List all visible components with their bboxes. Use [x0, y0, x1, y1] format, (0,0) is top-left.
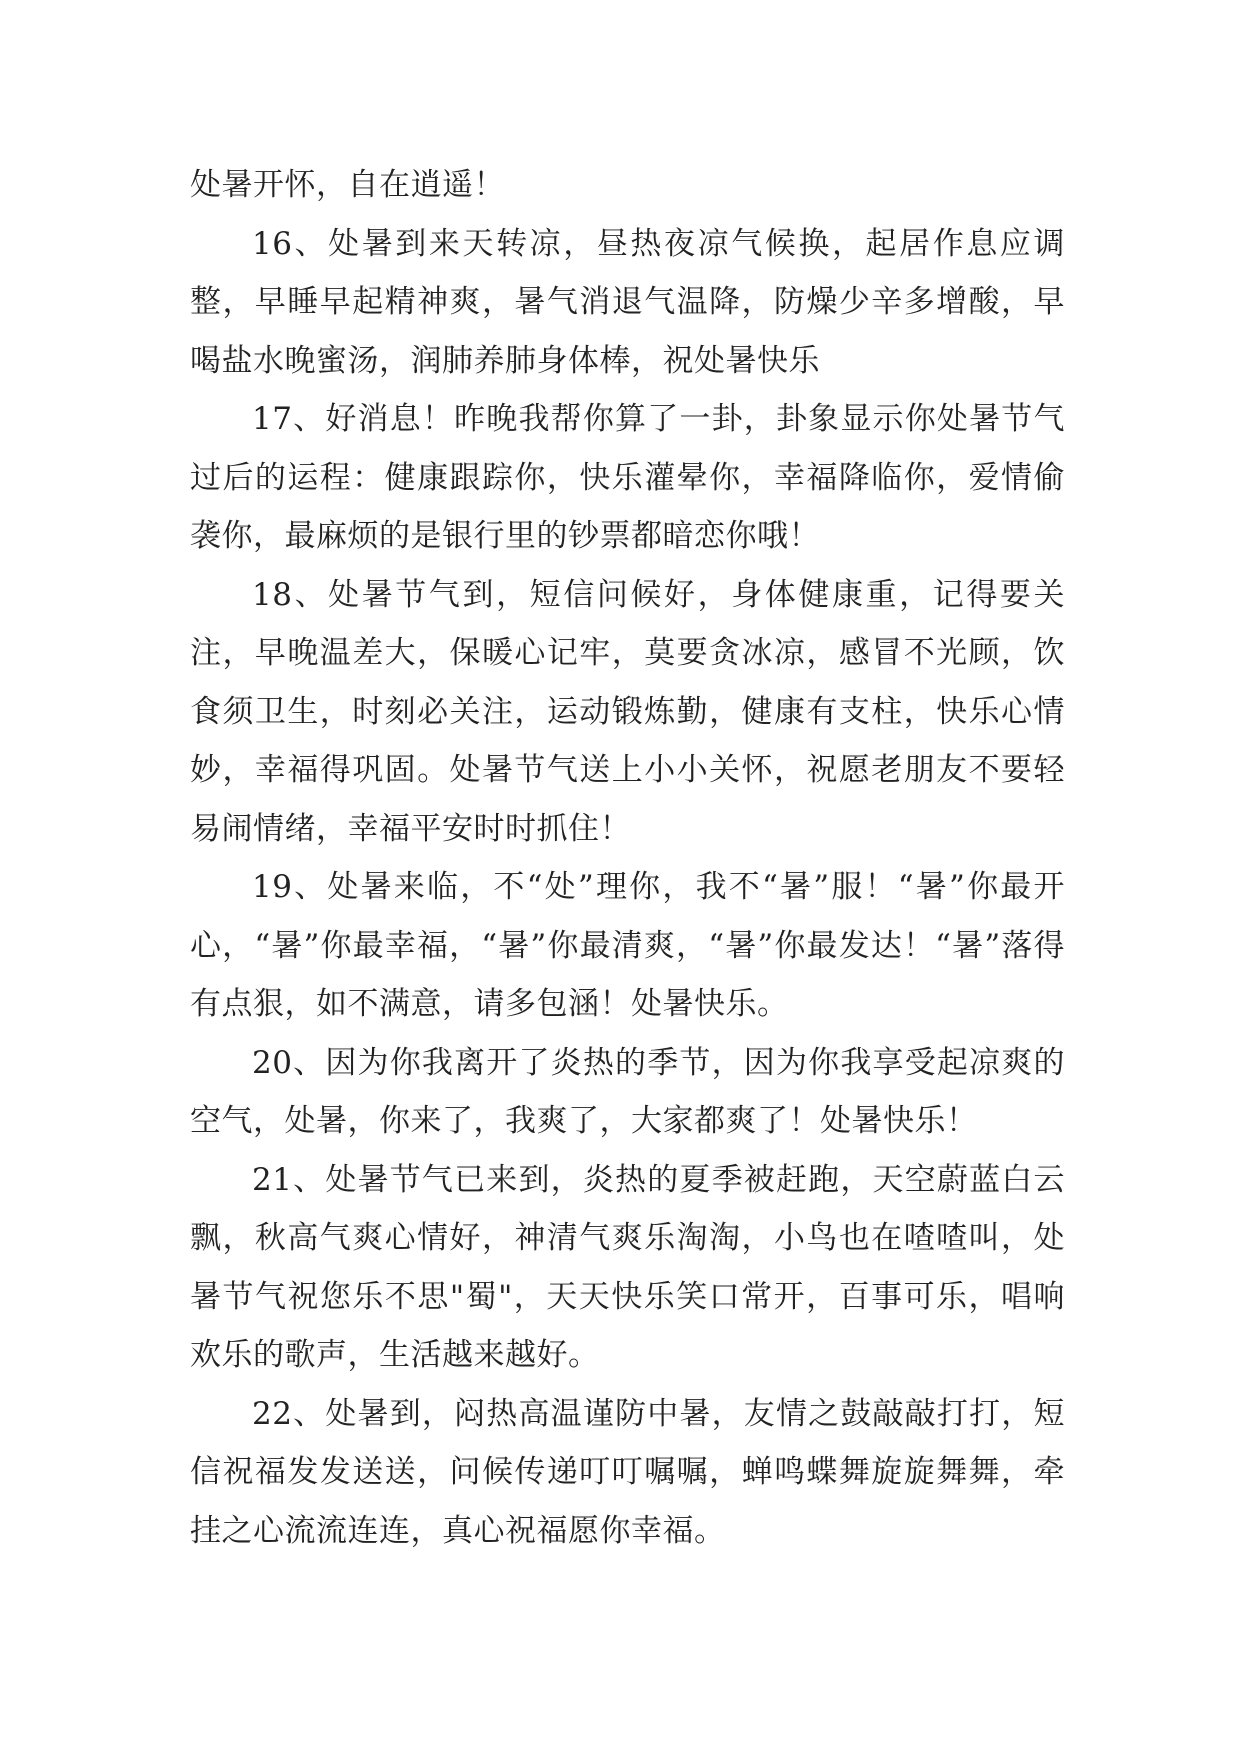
paragraph-continuation: 处暑开怀，自在逍遥！: [190, 167, 505, 203]
paragraph-19: 19、处暑来临，不“处”理你，我不“暑”服！“暑”你最开心，“暑”你最幸福，“暑”你最清爽，“暑”你最发达！“暑”落得有点狠，如不满意，请多包涵！处暑快乐。: [190, 869, 1065, 1022]
paragraph-17: 17、好消息！昨晚我帮你算了一卦，卦象显示你处暑节气过后的运程：健康跟踪你，快乐灌晕你，幸福降临你，爱情偷袭你，最麻烦的是银行里的钞票都暗恋你哦！: [190, 401, 1065, 554]
paragraph-20: 20、因为你我离开了炎热的季节，因为你我享受起凉爽的空气，处暑，你来了，我爽了，大家都爽了！处暑快乐！: [190, 1044, 1065, 1139]
paragraph-21: 21、处暑节气已来到，炎热的夏季被赶跑，天空蔚蓝白云飘，秋高气爽心情好，神清气爽乐淘淘，小鸟也在喳喳叫，处暑节气祝您乐不思"蜀"，天天快乐笑口常开，百事可乐，唱响欢乐的歌声，生活越来越好。: [190, 1161, 1065, 1373]
document-body: [190, 156, 1065, 1560]
paragraph-22: 22、处暑到，闷热高温谨防中暑，友情之鼓敲敲打打，短信祝福发发送送，问候传递叮叮嘱嘱，蝉鸣蝶舞旋旋舞舞，牵挂之心流流连连，真心祝福愿你幸福。: [190, 1395, 1065, 1549]
paragraph-16: 16、处暑到来天转凉，昼热夜凉气候换，起居作息应调整，早睡早起精神爽，暑气消退气温降，防燥少辛多增酸，早喝盐水晚蜜汤，润肺养肺身体棒，祝处暑快乐: [190, 225, 1065, 379]
paragraph-18: 18、处暑节气到，短信问候好，身体健康重，记得要关注，早晚温差大，保暖心记牢，莫要贪冰凉，感冒不光顾，饮食须卫生，时刻必关注，运动锻炼勤，健康有支柱，快乐心情妙，幸福得巩固。处暑节气送上小小关怀，祝愿老朋友不要轻易闹情绪，幸福平安时时抓住！: [190, 576, 1065, 847]
